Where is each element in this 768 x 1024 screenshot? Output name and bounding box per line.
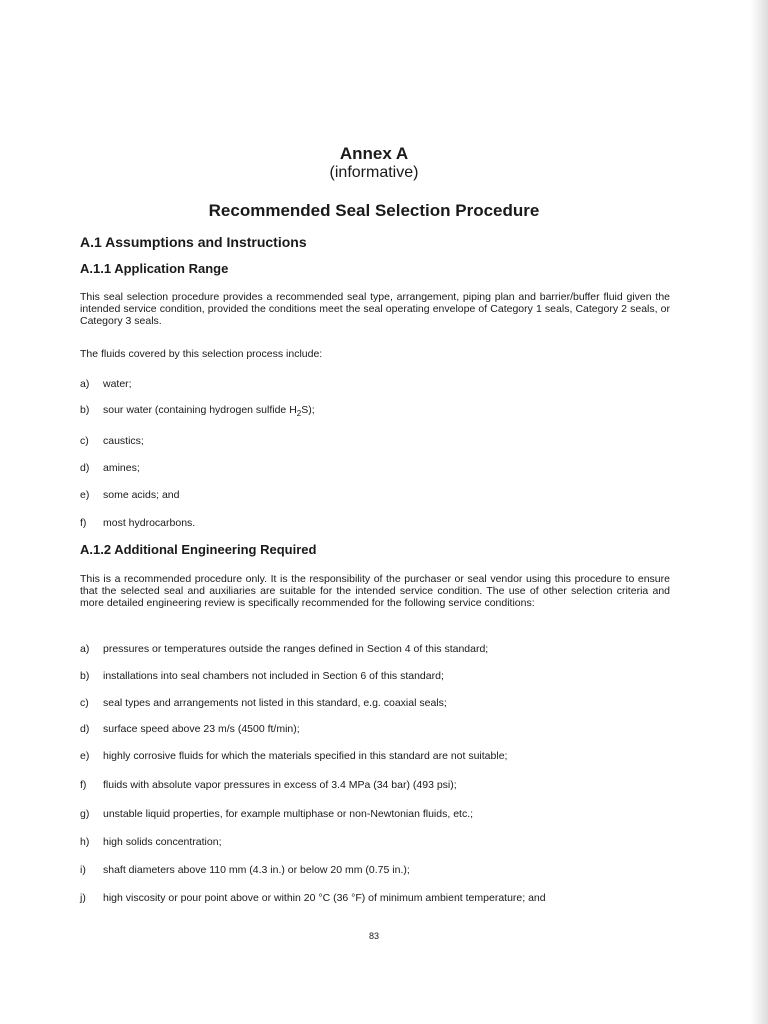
page-number: 83 [368, 931, 379, 941]
section-a1-2-heading: A.1.2 Additional Engineering Required [80, 542, 317, 557]
list-item: e) highly corrosive fluids for which the materials specified in this standard are not suitable; [80, 750, 508, 762]
list-item: e) some acids; and [80, 489, 180, 501]
list-item: h) high solids concentration; [80, 836, 222, 848]
page-edge-shadow [750, 0, 768, 1024]
section-a1-heading: A.1 Assumptions and Instructions [80, 234, 307, 250]
list-item: d) amines; [80, 462, 140, 474]
list-item: i) shaft diameters above 110 mm (4.3 in.) or below 20 mm (0.75 in.); [80, 864, 410, 876]
section-a1-1-heading: A.1.1 Application Range [80, 261, 229, 276]
additional-engineering-paragraph: This is a recommended procedure only. It is the responsibility of the purchaser or seal vendor using this procedure to ensure that the selected seal and auxiliaries are suitable for the intended service condition. The use of other selection criteria and more detailed engineering review is specifically recommended for the following service conditions: [80, 573, 670, 609]
fluids-intro: The fluids covered by this selection process include: [80, 348, 323, 360]
application-range-paragraph: This seal selection procedure provides a recommended seal type, arrangement, piping plan and barrier/buffer fluid given the intended service condition, provided the conditions meet the seal operating envelope of Category 1 seals, Category 2 seals, or Category 3 seals. [80, 291, 670, 327]
list-item: g) unstable liquid properties, for example multiphase or non-Newtonian fluids, etc.; [80, 808, 474, 820]
annex-subtitle: (informative) [329, 164, 419, 181]
list-item: b) installations into seal chambers not included in Section 6 of this standard; [80, 670, 444, 682]
list-item: j) high viscosity or pour point above or within 20 °C (36 °F) of minimum ambient temperature; and [80, 892, 546, 904]
list-item: a) water; [80, 378, 132, 390]
list-item: f) most hydrocarbons. [80, 517, 196, 529]
list-item: c) caustics; [80, 435, 144, 447]
annex-title: Annex A [339, 144, 409, 163]
list-item: b) sour water (containing hydrogen sulfide $H_2S$); [80, 404, 315, 419]
list-item: a) pressures or temperatures outside the ranges defined in Section 4 of this standard; [80, 643, 489, 655]
list-item: c) seal types and arrangements not listed in this standard, e.g. coaxial seals; [80, 697, 447, 709]
list-item: f) fluids with absolute vapor pressures in excess of 3.4 MPa (34 bar) (493 psi); [80, 779, 457, 791]
document-title: Recommended Seal Selection Procedure [208, 201, 540, 220]
list-item: d) surface speed above 23 m/s (4500 ft/min); [80, 723, 300, 735]
